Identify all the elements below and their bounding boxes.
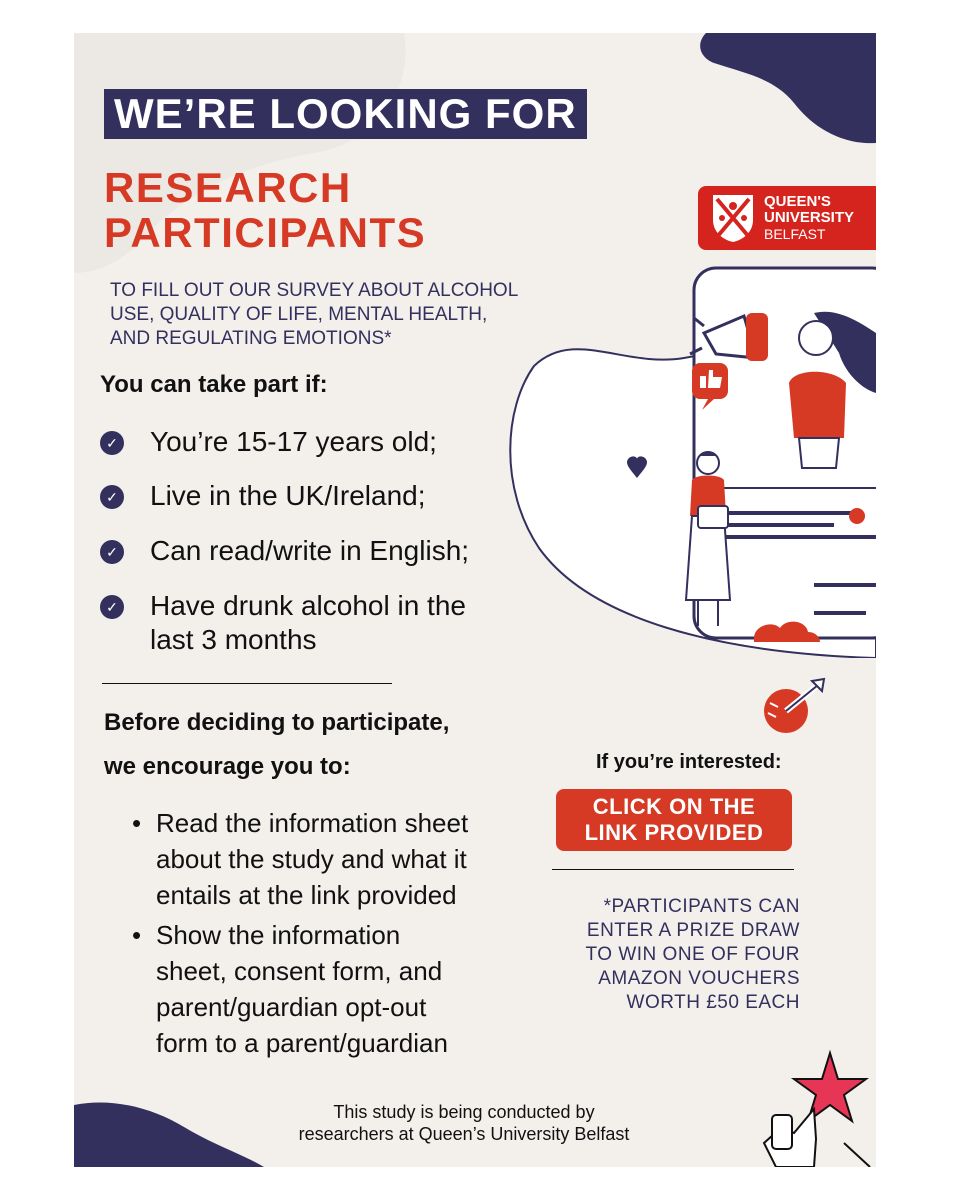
eligibility-item (100, 534, 520, 568)
cta-line: LINK PROVIDED (584, 820, 764, 845)
logo-wordmark (764, 194, 854, 242)
eligibility-item-text: Live in the UK/Ireland; (150, 480, 426, 511)
footer-line: This study is being conducted by (333, 1102, 595, 1122)
target-arrow-icon (760, 677, 830, 737)
check-circle-icon: ✓ (100, 540, 124, 564)
study-footer (254, 1101, 674, 1145)
list-item: • Read the information sheet about the study and what it entails at the link provided (132, 805, 532, 913)
footer-line: researchers at Queen’s University Belfast (298, 1124, 630, 1144)
phone-megaphone-illustration (494, 258, 876, 658)
bottom-left-blob (74, 1097, 264, 1167)
before-heading-line-2: we encourage you to: (104, 753, 351, 780)
university-crest-icon (710, 192, 756, 244)
poster (74, 33, 876, 1167)
logo-line: BELFAST (764, 226, 826, 242)
eligibility-heading: You can take part if: (100, 371, 328, 398)
prize-line: WORTH £50 EACH (626, 992, 800, 1013)
title-line-2: PARTICIPANTS (104, 209, 427, 256)
subtitle-line: USE, QUALITY OF LIFE, MENTAL HEALTH, (110, 304, 488, 325)
subtitle-line: TO FILL OUT OUR SURVEY ABOUT ALCOHOL (110, 280, 519, 301)
cta-line: CLICK ON THE (592, 794, 756, 819)
top-right-blob (694, 33, 876, 153)
cta-divider (552, 869, 794, 870)
prize-draw-note (534, 895, 800, 1015)
before-heading-line-1: Before deciding to participate, (104, 709, 450, 736)
interested-prompt: If you’re interested: (596, 751, 782, 773)
prize-line: TO WIN ONE OF FOUR (585, 944, 800, 965)
list-item: • Show the information sheet, consent form, and parent/guardian opt-out form to a parent/guardian (132, 917, 532, 1061)
eligibility-item (100, 479, 520, 513)
encourage-list (132, 805, 532, 1065)
eligibility-item-text: Can read/write in English; (150, 535, 470, 566)
section-divider (102, 683, 392, 684)
prize-line: AMAZON VOUCHERS (598, 968, 800, 989)
eligibility-item (100, 425, 520, 459)
click-link-button[interactable] (556, 789, 792, 851)
queens-university-logo (698, 186, 876, 250)
subtitle-line: AND REGULATING EMOTIONS* (110, 328, 392, 349)
logo-line: UNIVERSITY (764, 209, 855, 226)
check-circle-icon: ✓ (100, 431, 124, 455)
looking-for-banner: WE’RE LOOKING FOR (104, 89, 587, 139)
check-circle-icon: ✓ (100, 485, 124, 509)
title-line-1: RESEARCH (104, 164, 352, 211)
logo-line: QUEEN'S (764, 193, 831, 210)
prize-line: *PARTICIPANTS CAN (603, 896, 800, 917)
eligibility-item-text: You’re 15-17 years old; (150, 426, 437, 457)
prize-line: ENTER A PRIZE DRAW (586, 920, 800, 941)
eligibility-item-text: Have drunk alcohol in the last 3 months (150, 590, 466, 655)
star-hand-illustration (724, 1043, 876, 1167)
check-circle-icon: ✓ (100, 595, 124, 619)
eligibility-item (100, 589, 520, 657)
